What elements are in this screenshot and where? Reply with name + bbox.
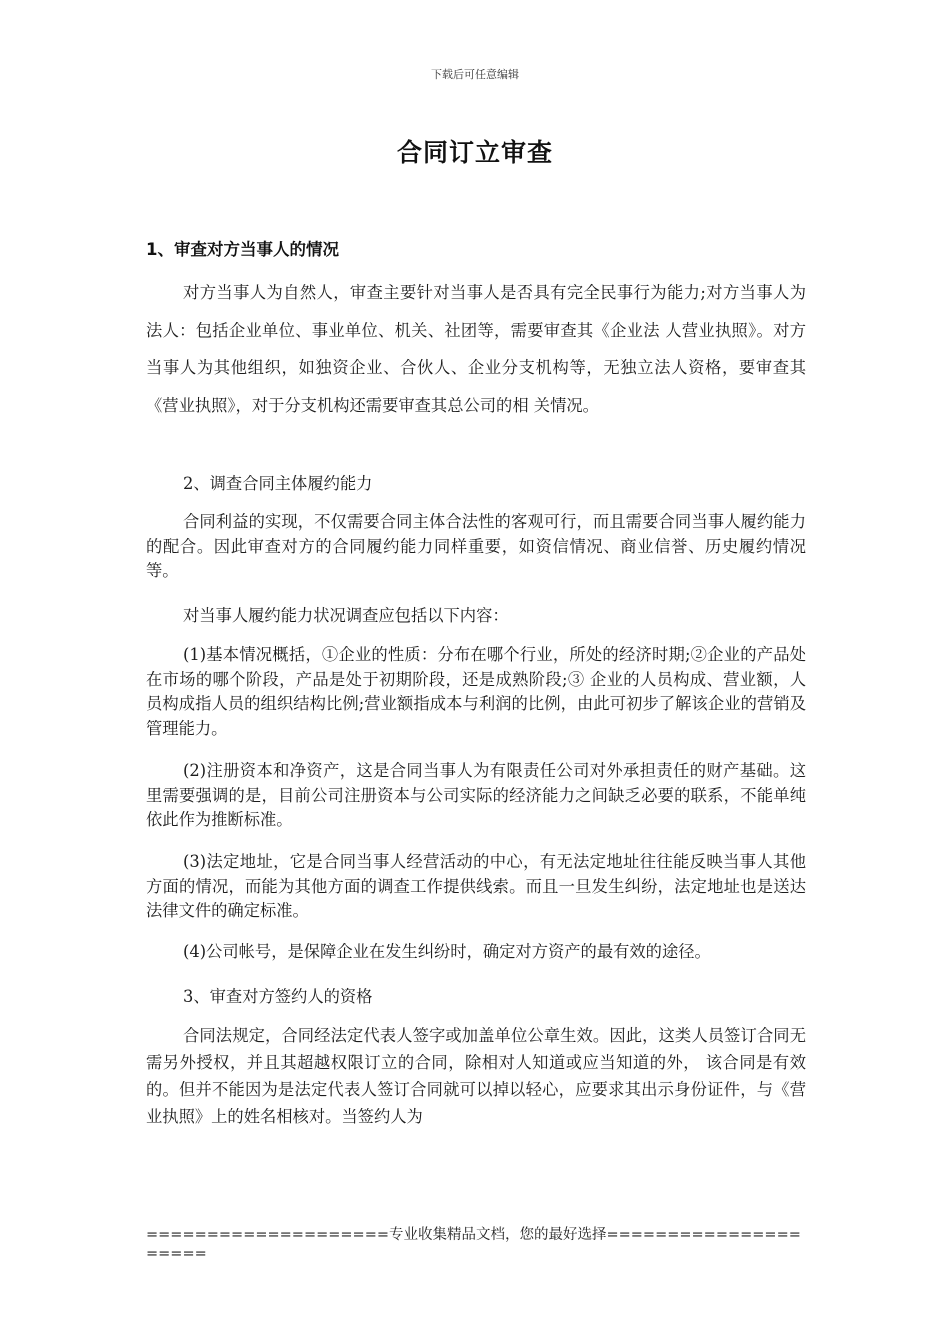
section3-paragraph: 合同法规定，合同经法定代表人签字或加盖单位公章生效。因此，这类人员签订合同无需另外授权，并且其超越权限订立的合同，除相对人知道或应当知道的外， 该合同是有效的。但并不能因为是法定代表人签订合同就可以掉以轻心，应要求其出示身份证件，与《营业执照》上的姓名相核对。当签约人为 [146,1026,806,1126]
section2-item-2: (2)注册资本和净资产，这是合同当事人为有限责任公司对外承担责任的财产基础。这里需要强调的是，目前公司注册资本与公司实际的经济能力之间缺乏必要的联系，不能单纯依此作为推断标准。 [146,761,806,830]
section2-item-4: (4)公司帐号，是保障企业在发生纠纷时，确定对方资产的最有效的途径。 [183,942,711,961]
document-title: 合同订立审查 [396,138,553,167]
header-note: 下载后可任意编辑 [431,68,519,81]
section2-heading: 2、调查合同主体履约能力 [183,474,373,493]
section2-item-1: (1)基本情况概括，①企业的性质：分布在哪个行业，所处的经济时期;②企业的产品处在市场的哪个阶段，产品是处于初期阶段，还是成熟阶段;③ 企业的人员构成、营业额，人员构成指人员的组织结构比例;营业额指成本与利润的比例，由此可初步了解该企业的营销及管理能力。 [146,645,806,738]
section1-paragraph: 对方当事人为自然人，审查主要针对当事人是否具有完全民事行为能力;对方当事人为法人：包括企业单位、事业单位、机关、社团等，需要审查其《企业法 人营业执照》。对方当事人为其他组织，如独资企业、合伙人、企业分支机构等，无独立法人资格，要审查其《营业执照》，对于分支机构还需要审查其总公司的相 关情况。 [146,283,806,415]
section2-item-3: (3)法定地址，它是合同当事人经营活动的中心，有无法定地址往往能反映当事人其他方面的情况，而能为其他方面的调查工作提供线索。而且一旦发生纠纷，法定地址也是送达法律文件的确定标准。 [146,852,806,921]
section2-paragraph-1: 合同利益的实现，不仅需要合同主体合法性的客观可行，而且需要合同当事人履约能力的配合。因此审查对方的合同履约能力同样重要，如资信情况、商业信誉、历史履约情况等。 [146,512,806,581]
section1-heading: 1、审查对方当事人的情况 [146,240,339,259]
section3-heading: 3、审查对方签约人的资格 [183,987,373,1006]
footer-banner: ====================专业收集精品文档，您的最好选择===================== [146,1227,801,1262]
section2-paragraph-2: 对当事人履约能力状况调查应包括以下内容： [183,606,509,625]
